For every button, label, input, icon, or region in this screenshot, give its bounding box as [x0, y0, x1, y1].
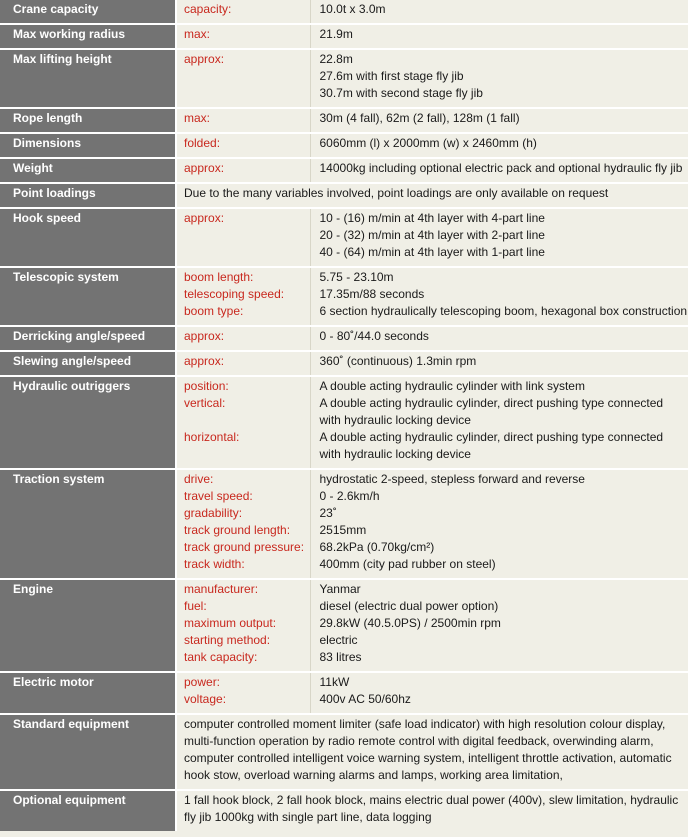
spec-qualifier: boom type: — [184, 304, 244, 318]
spec-row — [0, 183, 688, 208]
spec-row — [0, 672, 688, 714]
spec-qualifier: tank capacity: — [184, 650, 258, 664]
spec-qualifier: folded: — [184, 136, 221, 150]
spec-qualifier-cell — [176, 108, 310, 133]
spec-qualifier: power: — [184, 675, 221, 689]
spec-row — [0, 108, 688, 133]
spec-row — [0, 49, 688, 108]
spec-value-cell — [310, 158, 688, 183]
spec-value: 10 - (16) m/min at 4th layer with 4-part line — [319, 211, 545, 225]
spec-qualifier: gradability: — [184, 506, 243, 520]
spec-row — [0, 267, 688, 326]
spec-value: 6 section hydraulically telescoping boom, hexagonal box construction — [319, 304, 688, 318]
spec-value: 5.75 - 23.10m — [319, 270, 394, 284]
spec-description: computer controlled moment limiter (safe load indicator) with high resolution colour display, multi-function operation by radio remote control with digital feedback, overwinding alarm, computer controlled intelligent voice warning system, intelligent throttle activation, automatic hook stow, overload warning alarms and lamps, working area limitation, — [176, 714, 688, 790]
spec-row — [0, 0, 688, 24]
spec-qualifier: track ground pressure: — [184, 540, 305, 554]
spec-value: with hydraulic locking device — [319, 447, 471, 461]
spec-qualifier: boom length: — [184, 270, 254, 284]
spec-value-cell — [310, 469, 688, 579]
spec-row — [0, 326, 688, 351]
spec-value: A double acting hydraulic cylinder, direct pushing type connected — [319, 430, 664, 444]
spec-description: 1 fall hook block, 2 fall hook block, mains electric dual power (400v), slew limitation, hydraulic fly jib 1000kg with single part line, data logging — [176, 790, 688, 831]
spec-category: Rope length — [0, 108, 176, 133]
spec-row — [0, 469, 688, 579]
spec-row — [0, 790, 688, 831]
spec-value: 2515mm — [319, 523, 367, 537]
spec-value-cell — [310, 267, 688, 326]
spec-row — [0, 208, 688, 267]
spec-qualifier-cell — [176, 579, 310, 672]
spec-qualifier-cell — [176, 133, 310, 158]
spec-value: Yanmar — [319, 582, 361, 596]
spec-qualifier: manufacturer: — [184, 582, 259, 596]
spec-value: diesel (electric dual power option) — [319, 599, 499, 613]
spec-value: 83 litres — [319, 650, 362, 664]
spec-value: 6060mm (l) x 2000mm (w) x 2460mm (h) — [319, 136, 537, 150]
spec-value-cell — [310, 579, 688, 672]
spec-qualifier: telescoping speed: — [184, 287, 285, 301]
spec-row — [0, 158, 688, 183]
spec-qualifier: voltage: — [184, 692, 227, 706]
spec-qualifier: approx: — [184, 161, 225, 175]
spec-value: 0 - 2.6km/h — [319, 489, 380, 503]
spec-value: 0 - 80˚/44.0 seconds — [319, 329, 429, 343]
spec-row — [0, 133, 688, 158]
spec-category: Standard equipment — [0, 714, 176, 790]
spec-value-cell — [310, 133, 688, 158]
spec-row — [0, 579, 688, 672]
spec-value: 400mm (city pad rubber on steel) — [319, 557, 496, 571]
spec-qualifier-cell — [176, 351, 310, 376]
spec-category: Telescopic system — [0, 267, 176, 326]
spec-qualifier: vertical: — [184, 396, 226, 410]
spec-value: 40 - (64) m/min at 4th layer with 1-part line — [319, 245, 545, 259]
spec-qualifier-cell — [176, 24, 310, 49]
spec-row — [0, 351, 688, 376]
spec-value-cell — [310, 326, 688, 351]
spec-qualifier: travel speed: — [184, 489, 253, 503]
spec-category: Point loadings — [0, 183, 176, 208]
spec-qualifier: approx: — [184, 354, 225, 368]
spec-category: Dimensions — [0, 133, 176, 158]
spec-qualifier-cell — [176, 49, 310, 108]
spec-value: hydrostatic 2-speed, stepless forward and reverse — [319, 472, 585, 486]
spec-qualifier-cell — [176, 208, 310, 267]
spec-category: Max working radius — [0, 24, 176, 49]
spec-value: 27.6m with first stage fly jib — [319, 69, 464, 83]
spec-category: Crane capacity — [0, 0, 176, 24]
spec-value: 10.0t x 3.0m — [319, 2, 386, 16]
spec-value: electric — [319, 633, 358, 647]
spec-value-cell — [310, 351, 688, 376]
spec-value-cell — [310, 0, 688, 24]
spec-category: Weight — [0, 158, 176, 183]
spec-value: 30.7m with second stage fly jib — [319, 86, 483, 100]
spec-qualifier: max: — [184, 27, 211, 41]
spec-row — [0, 714, 688, 790]
spec-qualifier: approx: — [184, 211, 225, 225]
spec-value: 11kW — [319, 675, 350, 689]
spec-category: Electric motor — [0, 672, 176, 714]
spec-value: A double acting hydraulic cylinder with link system — [319, 379, 585, 393]
spec-value: 29.8kW (40.5.0PS) / 2500min rpm — [319, 616, 501, 630]
spec-value-cell — [310, 108, 688, 133]
spec-qualifier: fuel: — [184, 599, 207, 613]
spec-category: Traction system — [0, 469, 176, 579]
spec-value-cell — [310, 208, 688, 267]
spec-value: 22.8m — [319, 52, 353, 66]
spec-value: 20 - (32) m/min at 4th layer with 2-part line — [319, 228, 545, 242]
spec-value: 21.9m — [319, 27, 353, 41]
spec-category: Optional equipment — [0, 790, 176, 831]
spec-qualifier: capacity: — [184, 2, 232, 16]
spec-category: Max lifting height — [0, 49, 176, 108]
spec-value: with hydraulic locking device — [319, 413, 471, 427]
spec-qualifier-cell — [176, 158, 310, 183]
spec-qualifier — [184, 412, 310, 429]
spec-row — [0, 24, 688, 49]
spec-value-cell — [310, 24, 688, 49]
spec-value: 68.2kPa (0.70kg/cm²) — [319, 540, 435, 554]
spec-row — [0, 376, 688, 469]
spec-qualifier: approx: — [184, 329, 225, 343]
spec-value: 400v AC 50/60hz — [319, 692, 411, 706]
spec-qualifier-cell — [176, 267, 310, 326]
spec-qualifier: drive: — [184, 472, 214, 486]
spec-qualifier-cell — [176, 326, 310, 351]
spec-value: 360˚ (continuous) 1.3min rpm — [319, 354, 477, 368]
spec-value: 14000kg including optional electric pack and optional hydraulic fly jib — [319, 161, 683, 175]
spec-qualifier-cell — [176, 376, 310, 469]
spec-category: Slewing angle/speed — [0, 351, 176, 376]
spec-value-cell — [310, 672, 688, 714]
spec-qualifier: position: — [184, 379, 229, 393]
spec-qualifier: starting method: — [184, 633, 271, 647]
spec-qualifier — [184, 446, 310, 463]
spec-qualifier: track ground length: — [184, 523, 291, 537]
spec-category: Hook speed — [0, 208, 176, 267]
spec-value-cell — [310, 376, 688, 469]
spec-category: Derricking angle/speed — [0, 326, 176, 351]
spec-qualifier-cell — [176, 0, 310, 24]
spec-value: A double acting hydraulic cylinder, direct pushing type connected — [319, 396, 664, 410]
spec-description: Due to the many variables involved, point loadings are only available on request — [176, 183, 688, 208]
spec-qualifier: approx: — [184, 52, 225, 66]
spec-category: Hydraulic outriggers — [0, 376, 176, 469]
spec-qualifier: horizontal: — [184, 430, 240, 444]
spec-qualifier-cell — [176, 672, 310, 714]
spec-qualifier: maximum output: — [184, 616, 277, 630]
spec-category: Engine — [0, 579, 176, 672]
spec-value: 23˚ — [319, 506, 337, 520]
spec-qualifier: max: — [184, 111, 211, 125]
spec-qualifier-cell — [176, 469, 310, 579]
spec-value-cell — [310, 49, 688, 108]
spec-value: 17.35m/88 seconds — [319, 287, 425, 301]
spec-qualifier: track width: — [184, 557, 245, 571]
spec-value: 30m (4 fall), 62m (2 fall), 128m (1 fall) — [319, 111, 520, 125]
